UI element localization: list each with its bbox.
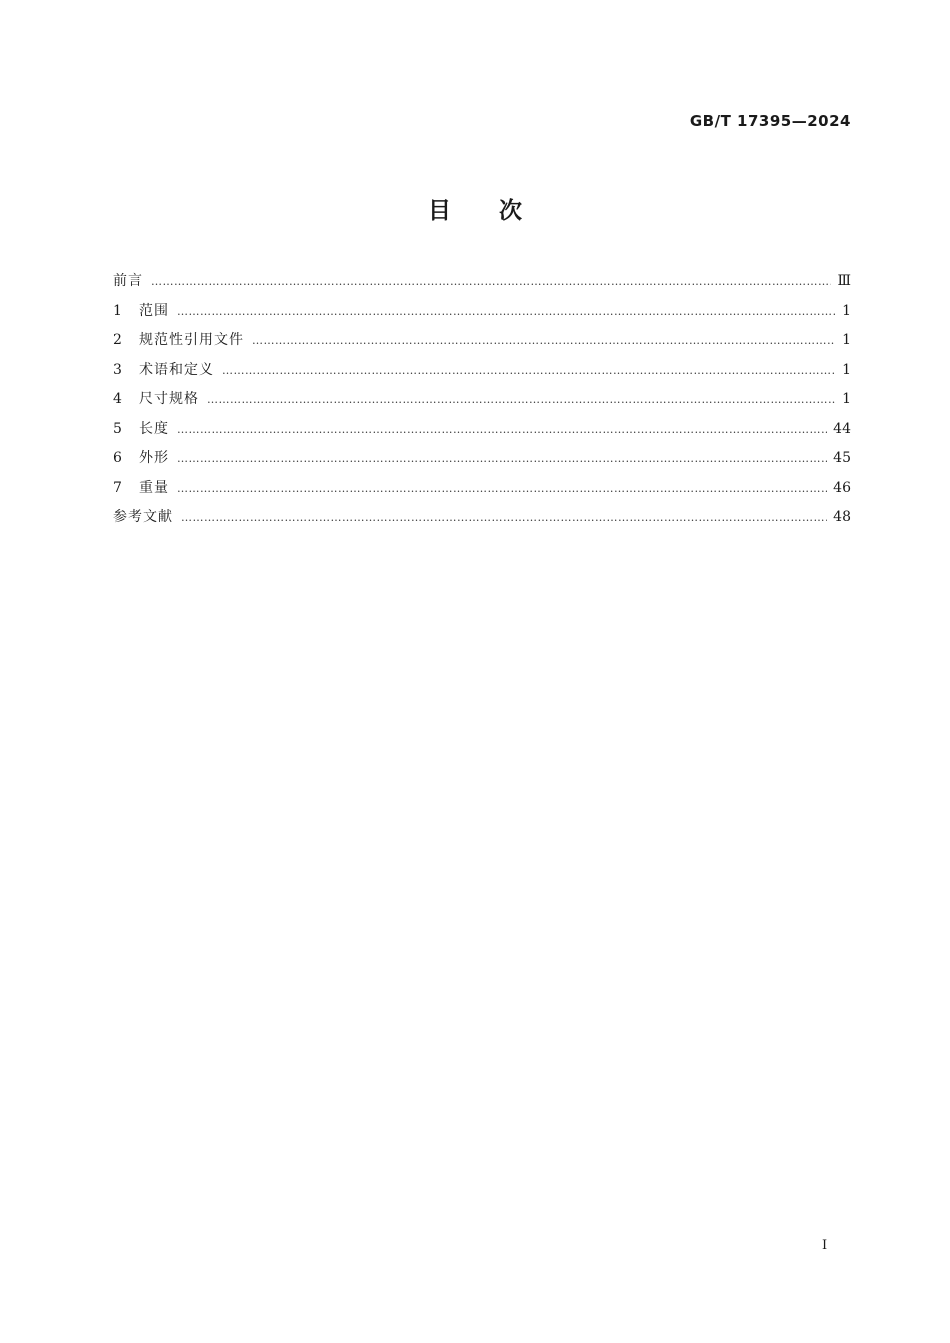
toc-leader [177, 423, 827, 436]
toc-number: 7 [113, 479, 122, 496]
toc-label: 参考文献 [113, 509, 173, 525]
toc-label: 范围 [139, 302, 169, 319]
toc-number: 1 [113, 302, 122, 319]
toc-leader [177, 452, 827, 465]
toc-leader [177, 482, 827, 495]
toc-entry-terms-definitions[interactable] [113, 359, 851, 389]
toc-leader [177, 305, 835, 318]
toc-page: 48 [833, 509, 851, 525]
toc-label: 尺寸规格 [139, 391, 199, 407]
toc-number: 6 [113, 450, 122, 466]
toc-entry-foreword[interactable] [113, 270, 851, 300]
toc-entry-normative-references[interactable] [113, 329, 851, 359]
page-title: 目次 [428, 198, 570, 224]
toc-label: 术语和定义 [139, 361, 214, 378]
toc-page: 44 [833, 420, 851, 437]
toc-label: 规范性引用文件 [139, 332, 244, 348]
toc-number: 3 [113, 361, 122, 378]
toc-leader [151, 275, 831, 288]
toc-entry-weight[interactable] [113, 477, 851, 507]
toc-page: 46 [833, 479, 851, 496]
toc-leader [181, 511, 827, 524]
toc-page: Ⅲ [837, 273, 851, 289]
toc-page: 45 [833, 450, 851, 466]
toc-leader [207, 393, 835, 406]
toc-entry-dimensions[interactable] [113, 388, 851, 418]
toc-page: 1 [842, 361, 851, 378]
toc-entry-shape[interactable] [113, 447, 851, 477]
toc-label: 重量 [139, 479, 169, 496]
toc-number: 5 [113, 420, 122, 437]
toc-label: 前言 [113, 273, 143, 289]
toc-page: 1 [842, 332, 851, 348]
toc-page: 1 [842, 391, 851, 407]
toc-number: 4 [113, 391, 122, 407]
toc-label: 外形 [139, 450, 169, 466]
page-number: Ⅰ [822, 1238, 828, 1253]
toc-entry-bibliography[interactable] [113, 506, 851, 536]
toc-label: 长度 [139, 420, 169, 437]
toc-leader [252, 334, 835, 347]
toc-entry-length[interactable] [113, 418, 851, 448]
standard-number: GB/T 17395—2024 [689, 112, 851, 130]
toc-entry-scope[interactable] [113, 300, 851, 330]
toc-number: 2 [113, 332, 122, 348]
table-of-contents [113, 270, 851, 536]
toc-page: 1 [842, 302, 851, 319]
toc-leader [222, 364, 835, 377]
